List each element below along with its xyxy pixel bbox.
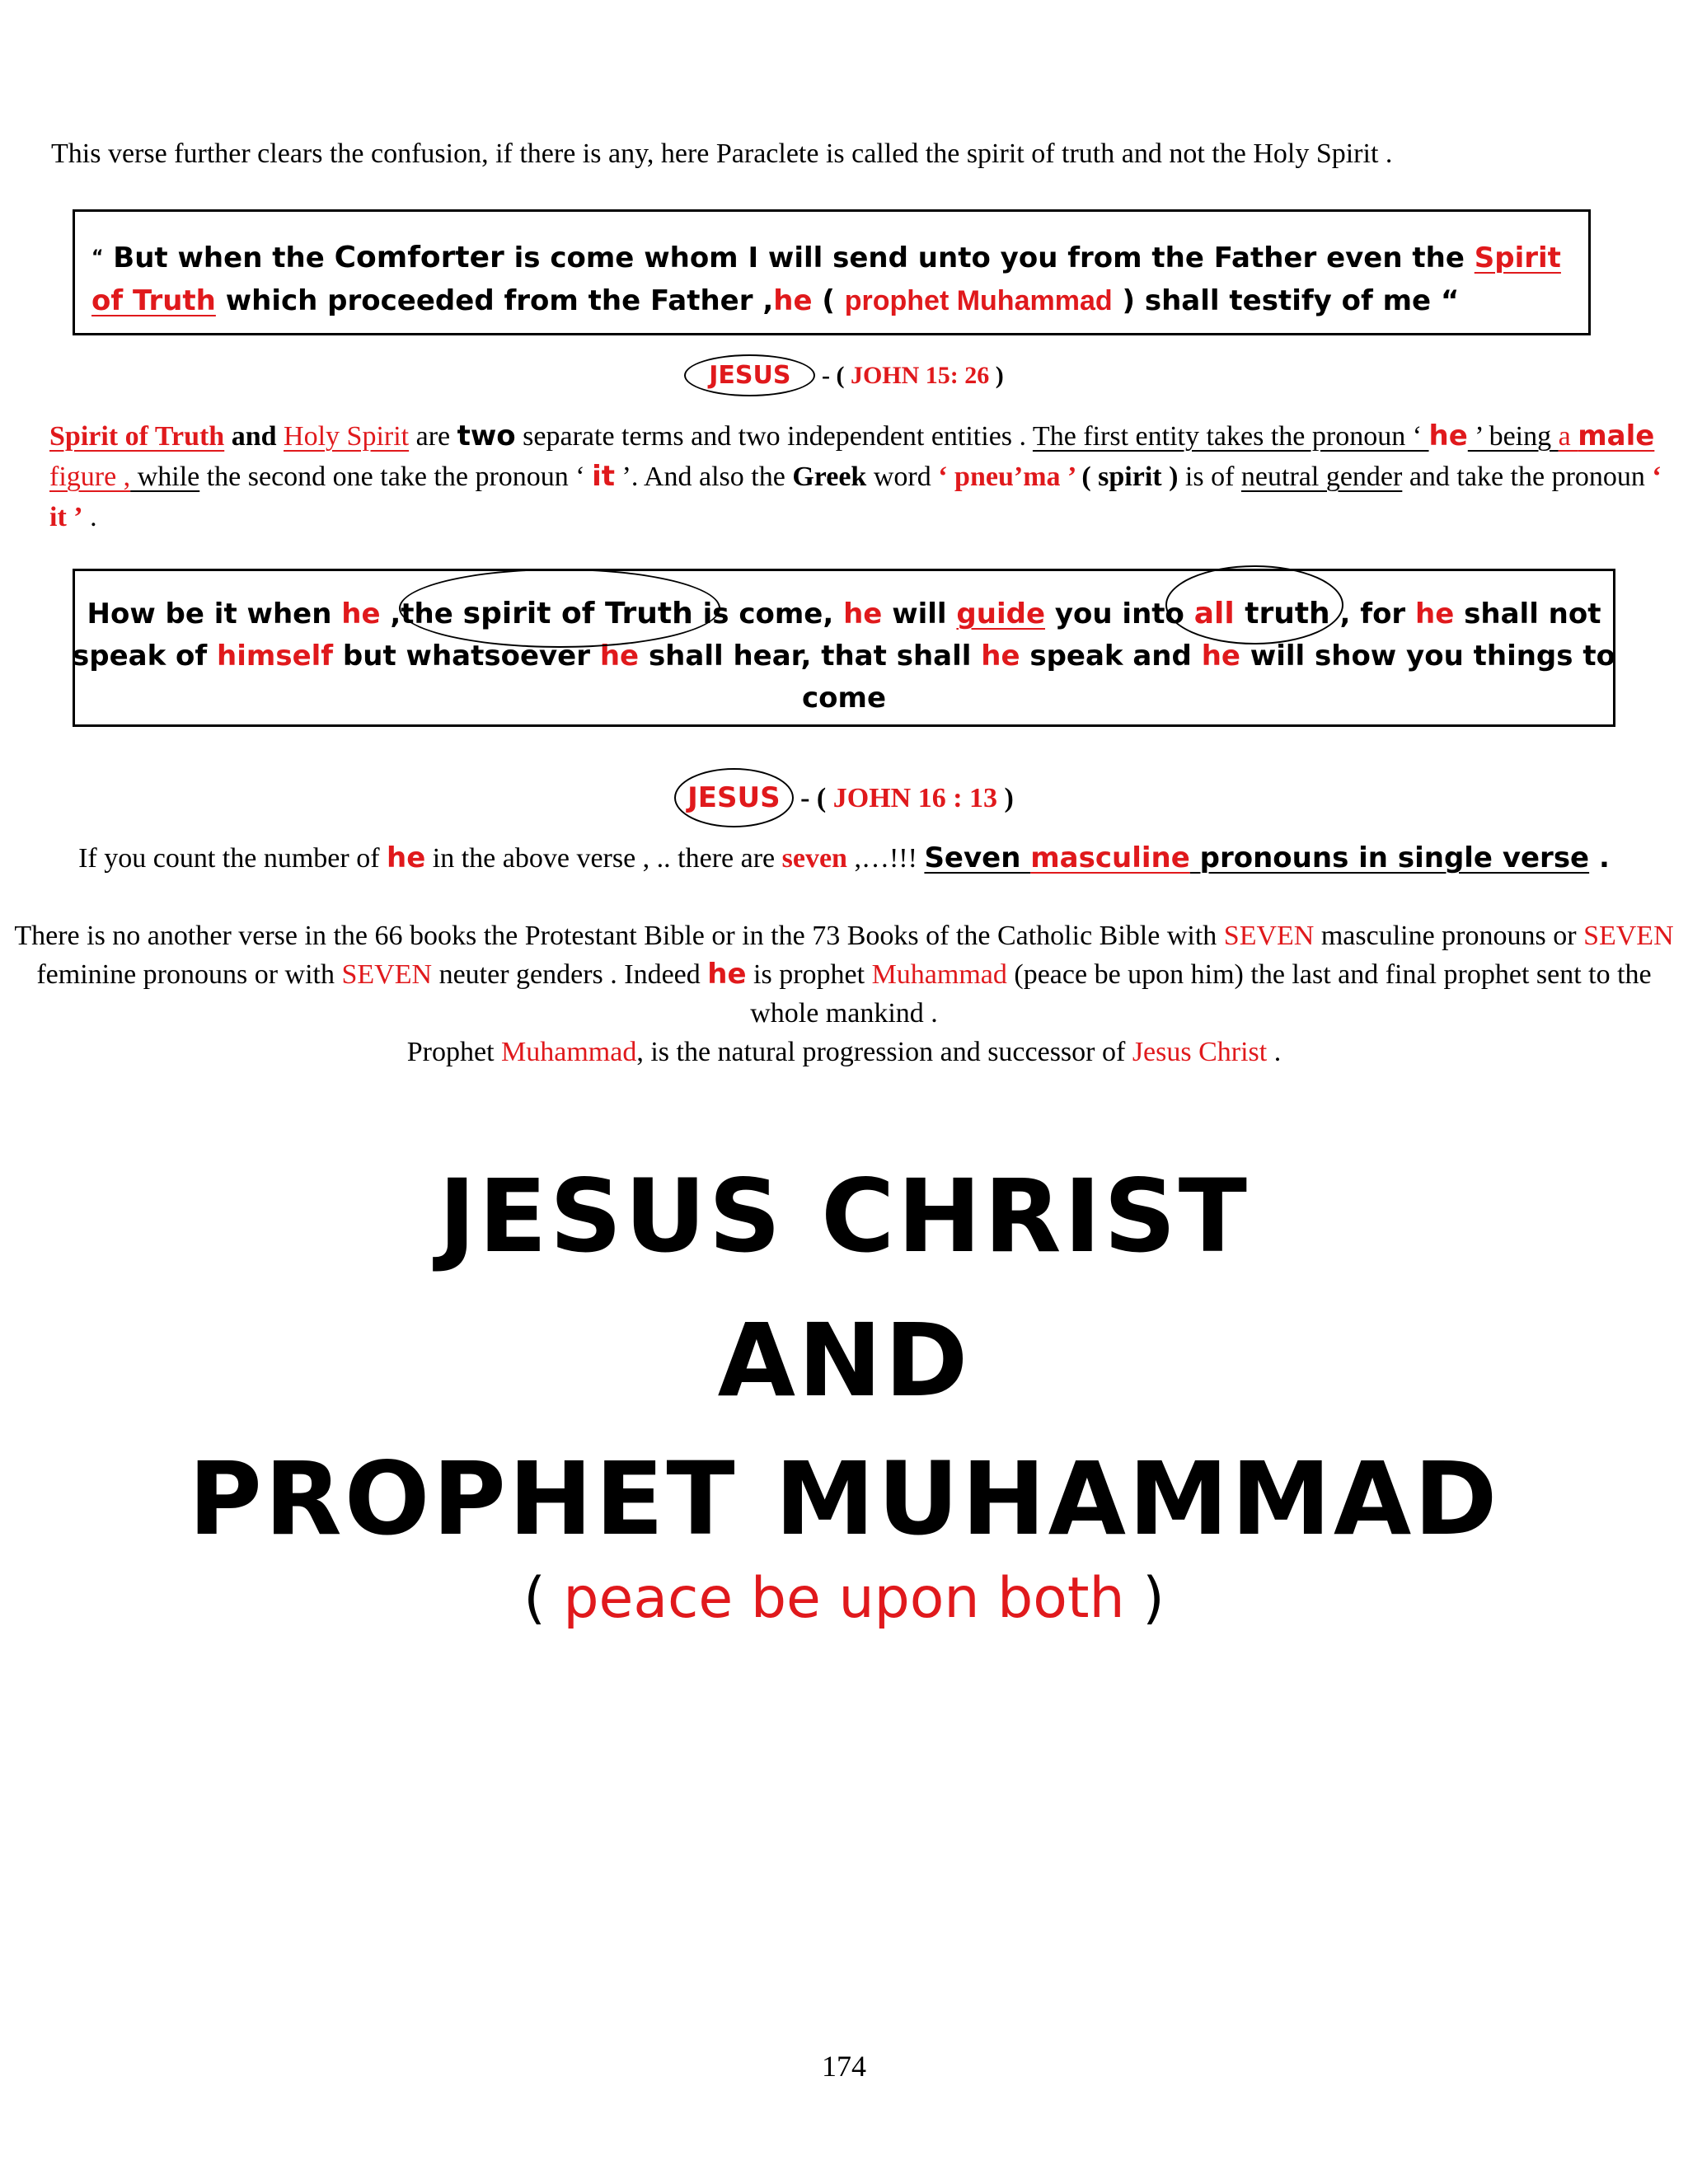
- quote-text: But when the: [103, 241, 335, 274]
- para-text: and take the pronoun: [1402, 462, 1653, 492]
- quote-text: ) shall testify of me “: [1112, 284, 1460, 317]
- neutral-gender: neutral gender: [1240, 462, 1403, 492]
- spirit-of-truth-term: Spirit of Truth: [49, 421, 225, 452]
- spirit-of-truth-phrase: spirit of Truth: [462, 597, 693, 630]
- count-paragraph: [0, 837, 1688, 879]
- conclusion-text: masculine pronouns or: [1314, 921, 1584, 951]
- peace-subtitle: [0, 1566, 1688, 1631]
- he-pronoun: he: [1428, 419, 1468, 452]
- quote-text: which proceeded from the Father ,: [215, 284, 774, 317]
- seven-word: SEVEN: [1583, 921, 1674, 951]
- muhammad-name: Muhammad: [871, 959, 1007, 990]
- comforter-word: Comforter: [334, 241, 504, 274]
- reference-john-16-13: [0, 768, 1688, 827]
- quote-text: will show you things to come: [802, 640, 1615, 715]
- he-pronoun: he: [599, 640, 640, 673]
- para-text: ’. And also the: [615, 462, 793, 492]
- quote-text: shall not speak of: [73, 598, 1601, 673]
- spirit-vs-holy-spirit-paragraph: [49, 416, 1665, 537]
- all-word: all: [1193, 597, 1235, 630]
- two-word: two: [457, 419, 516, 452]
- prophet-muhammad-note: prophet Muhammad: [844, 285, 1113, 316]
- page-number: 174: [822, 2050, 866, 2083]
- quote-text: will: [882, 598, 957, 630]
- para-text: while: [130, 462, 200, 492]
- para-text: are: [409, 421, 457, 452]
- para-text: word: [866, 462, 939, 492]
- conclusion-text: (peace be upon him) the last and final prophet sent to the whole mankind .: [750, 959, 1652, 1029]
- it-pronoun: ‘ it ’: [49, 462, 1662, 532]
- conclusion-text: is prophet: [746, 959, 872, 990]
- spirit-of-truth-circle: [399, 569, 720, 648]
- para-text: is of: [1178, 462, 1241, 492]
- seven-word: SEVEN: [341, 959, 433, 990]
- heading-line-2: AND: [717, 1302, 971, 1419]
- count-text: If you count the number of: [78, 843, 387, 874]
- male-word: male: [1578, 419, 1655, 452]
- ref-separator: - (: [815, 362, 851, 389]
- count-text: .: [1589, 841, 1610, 874]
- quote-text: is come whom I will send unto you from the Father even the: [504, 241, 1475, 274]
- he-pronoun: he: [387, 841, 426, 874]
- heading-line-3: PROPHET MUHAMMAD: [188, 1441, 1500, 1558]
- conclusion-text: There is no another verse in the 66 books the Protestant Bible or in the 73 Books of the Catholic Bible with: [14, 921, 1224, 951]
- quote-text: but whatsoever: [333, 640, 600, 673]
- all-truth-circle: [1165, 565, 1343, 644]
- reference-john-15-26: [0, 354, 1688, 396]
- conclusion-paragraph: [0, 916, 1688, 1071]
- jesus-christ-name: Jesus Christ: [1132, 1037, 1268, 1067]
- verse-reference: JOHN 15: 26: [850, 362, 990, 389]
- ref-close: ): [989, 362, 1004, 389]
- greek-word: Greek: [792, 462, 867, 492]
- para-text: The first entity takes the pronoun ‘: [1032, 421, 1429, 452]
- jesus-speaker-oval: JESUS: [674, 768, 793, 827]
- conclusion-text: , is the natural progression and successor of: [636, 1037, 1132, 1067]
- he-pronoun: he: [773, 284, 813, 317]
- pneuma-word: ‘ pneu’ma ’: [938, 462, 1075, 492]
- quote-text: speak and: [1020, 640, 1202, 673]
- count-text: in the above verse , .. there are: [425, 843, 782, 874]
- he-pronoun: he: [981, 640, 1020, 673]
- himself-word: himself: [217, 640, 334, 673]
- ref-close: ): [997, 783, 1014, 813]
- para-text: separate terms and two independent entities .: [515, 421, 1033, 452]
- quote-open-mark: “: [91, 247, 104, 268]
- conclusion-text: .: [1267, 1037, 1282, 1067]
- peace-text: peace be upon both: [563, 1566, 1125, 1631]
- quote-text: is come,: [692, 598, 844, 630]
- seven-masculine-text: pronouns in single verse: [1189, 841, 1590, 874]
- jesus-speaker-oval: JESUS: [684, 354, 815, 396]
- seven-word: seven: [781, 843, 847, 874]
- it-pronoun: it: [592, 460, 616, 493]
- seven-word: SEVEN: [1223, 921, 1315, 951]
- muhammad-name: Muhammad: [501, 1037, 637, 1067]
- spirit-of-truth-phrase: Spirit of Truth: [91, 241, 1561, 317]
- holy-spirit-term: Holy Spirit: [284, 421, 410, 452]
- he-pronoun: he: [1201, 640, 1240, 673]
- ref-separator: - (: [793, 783, 833, 813]
- masculine-word: masculine: [1030, 841, 1190, 874]
- intro-paragraph: This verse further clears the confusion, if there is any, here Paraclete is called the spirit of truth and not the Holy Spirit .: [51, 138, 1393, 169]
- quote-text: ,the: [380, 598, 463, 630]
- quote-john-16-13: [65, 593, 1623, 719]
- he-pronoun: he: [1415, 598, 1455, 630]
- quote-box-john-15-26: [73, 209, 1591, 335]
- heading-line-1: JESUS CHRIST: [438, 1158, 1250, 1275]
- truth-word: truth: [1234, 597, 1330, 630]
- guide-word: guide: [956, 598, 1046, 630]
- conclusion-text: neuter genders . Indeed: [432, 959, 708, 990]
- quote-text: (: [812, 284, 845, 317]
- seven-masculine-text: Seven: [924, 841, 1031, 874]
- paren-close: ): [1124, 1566, 1165, 1631]
- quote-text: shall hear, that shall: [639, 640, 982, 673]
- he-pronoun: he: [341, 598, 381, 630]
- conclusion-text: feminine pronouns or with: [36, 959, 342, 990]
- verse-reference: JOHN 16 : 13: [832, 783, 998, 813]
- para-text: .: [82, 502, 97, 532]
- quote-john-15-26: [91, 237, 1575, 322]
- para-text: figure ,: [49, 462, 131, 492]
- conclusion-text: Prophet: [406, 1037, 502, 1067]
- para-text: and: [224, 421, 284, 452]
- paren-open: (: [523, 1566, 564, 1631]
- he-pronoun: he: [843, 598, 883, 630]
- spirit-gloss: ( spirit ): [1074, 462, 1179, 492]
- count-text: ,…!!!: [846, 843, 925, 874]
- quote-text: , for: [1329, 598, 1416, 630]
- he-pronoun: he: [707, 958, 747, 991]
- quote-box-john-16-13: [73, 569, 1615, 727]
- para-text: a: [1558, 421, 1578, 452]
- para-text: the second one take the pronoun ‘: [199, 462, 593, 492]
- quote-text: How be it when: [87, 598, 342, 630]
- quote-text: you into: [1045, 598, 1194, 630]
- para-text: ’ being: [1467, 421, 1559, 452]
